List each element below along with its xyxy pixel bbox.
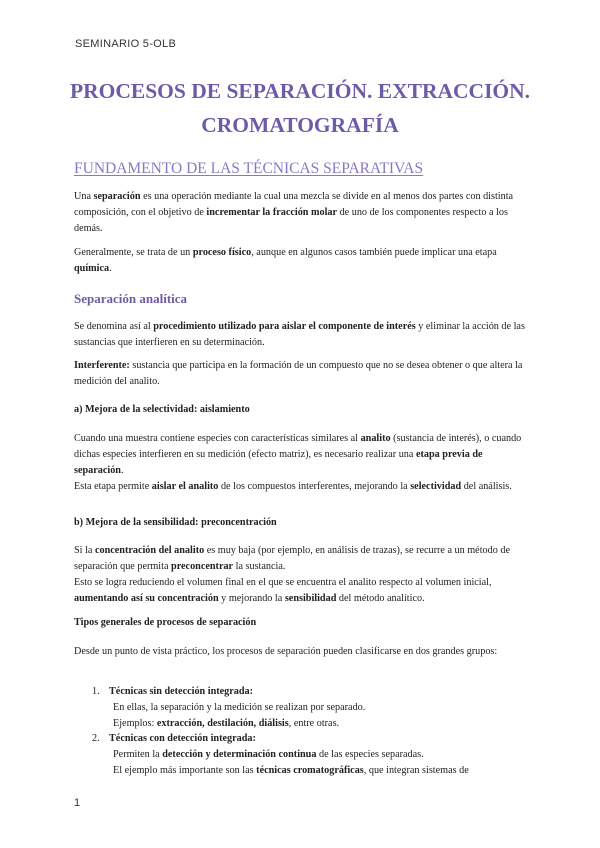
- list-item-1-title: Técnicas sin detección integrada:: [109, 686, 254, 697]
- paragraph-interferente: Interferente: sustancia que participa en la formación de un compuesto que no se desea obtener o que altera la medición del analito.: [74, 360, 523, 387]
- title-line-2: CROMATOGRAFÍA: [201, 113, 399, 137]
- list-item-1-line-1: En ellas, la separación y la medición se realizan por separado.: [113, 702, 366, 713]
- list-item-2-line-2: El ejemplo más importante son las técnicas cromatográficas, que integran sistemas de: [113, 765, 469, 776]
- subheading-selectividad: a) Mejora de la selectividad: aislamiento: [74, 404, 250, 415]
- title-line-1: PROCESOS DE SEPARACIÓN. EXTRACCIÓN.: [69, 79, 531, 103]
- document-title: [40, 74, 560, 142]
- list-item-2-line-1: Permiten la detección y determinación continua de las especies separadas.: [113, 749, 424, 760]
- subheading-sensibilidad: b) Mejora de la sensibilidad: preconcentración: [74, 517, 277, 528]
- section-heading-fundamento: FUNDAMENTO DE LAS TÉCNICAS SEPARATIVAS: [74, 160, 424, 177]
- list-item-1-line-2: Ejemplos: extracción, destilación, diálisis, entre otras.: [113, 718, 340, 729]
- paragraph-separacion: Una separación es una operación mediante la cual una mezcla se divide en al menos dos partes con distinta composición, con el objetivo de incrementar la fracción molar de uno de los componentes respecto a los demás.: [74, 191, 514, 234]
- section-heading-separacion-analitica: Separación analítica: [74, 291, 188, 306]
- paragraph-proceso-fisico: Generalmente, se trata de un proceso físico, aunque en algunos casos también puede implicar una etapa química.: [74, 247, 497, 274]
- subheading-tipos: Tipos generales de procesos de separación: [74, 617, 257, 628]
- list-item-2-title: Técnicas con detección integrada:: [109, 733, 256, 744]
- paragraph-tipos: Desde un punto de vista práctico, los procesos de separación pueden clasificarse en dos grandes grupos:: [74, 646, 498, 657]
- list-number-1: 1.: [92, 686, 100, 697]
- list-number-2: 2.: [92, 733, 100, 744]
- page-header: SEMINARIO 5-OLB: [75, 38, 177, 50]
- paragraph-sensibilidad: Si la concentración del analito es muy baja (por ejemplo, en análisis de trazas), se recurre a un método de separación que permita preconcentrar la sustancia. Esto se logra reduciendo el volumen final en el que se encuentra el analito respecto al volumen inicial, aumentando así su concentración y mejorando la sensibilidad del método analítico.: [74, 545, 510, 604]
- page-number: 1: [74, 797, 81, 809]
- paragraph-selectividad: Cuando una muestra contiene especies con características similares al analito (sustancia de interés), o cuando dichas especies interfieren en su medición (efecto matriz), es necesario realizar una etapa previa de separación. Esta etapa permite aislar el analito de los compuestos interferentes, mejorando la selectividad del análisis.: [74, 433, 522, 492]
- paragraph-definicion: Se denomina así al procedimiento utilizado para aislar el componente de interés y eliminar la acción de las sustancias que interfieren en su determinación.: [74, 321, 525, 348]
